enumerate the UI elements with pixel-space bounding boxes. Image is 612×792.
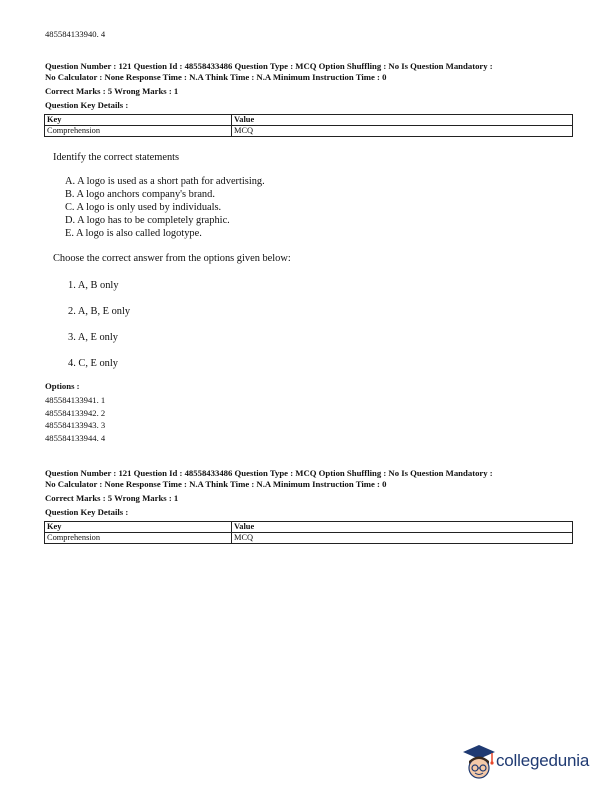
collegedunia-logo — [462, 742, 612, 788]
header-option-id: 485584133940. 4 — [45, 29, 106, 39]
answer-option-3: 3. A, E only — [68, 332, 118, 343]
table-header-key: Key — [45, 522, 232, 533]
statement-item: E. A logo is also called logotype. — [65, 228, 202, 239]
statement-item: B. A logo anchors company's brand. — [65, 189, 215, 200]
question-meta-line1: Question Number : 121 Question Id : 48558433486 Question Type : MCQ Option Shuffling : No Is Question Mandatory : — [45, 61, 493, 71]
statement-item: D. A logo has to be completely graphic. — [65, 215, 230, 226]
choose-instruction: Choose the correct answer from the options given below: — [53, 253, 291, 264]
table-cell-value: MCQ — [232, 126, 573, 137]
key-details-table — [44, 521, 573, 544]
answer-option-4: 4. C, E only — [68, 358, 118, 369]
table-header-row — [45, 115, 573, 126]
answer-option-1: 1. A, B only — [68, 280, 119, 291]
option-id-item: 485584133943. 3 — [45, 420, 106, 431]
key-details-label: Question Key Details : — [45, 100, 129, 110]
option-id-item: 485584133941. 1 — [45, 395, 106, 405]
table-cell-key: Comprehension — [45, 126, 232, 137]
statement-list — [65, 175, 265, 240]
table-cell-key: Comprehension — [45, 533, 232, 544]
question-prompt: Identify the correct statements — [53, 152, 180, 163]
question-meta-line2: No Calculator : None Response Time : N.A Think Time : N.A Minimum Instruction Time : 0 — [45, 479, 387, 489]
table-row — [45, 126, 573, 137]
table-header-key: Key — [45, 115, 232, 126]
table-row — [45, 533, 573, 544]
option-id-item: 485584133942. 2 — [45, 407, 106, 418]
option-id-item: 485584133944. 4 — [45, 432, 106, 443]
question-meta-line1: Question Number : 121 Question Id : 48558433486 Question Type : MCQ Option Shuffling : No Is Question Mandatory : — [45, 468, 493, 478]
question-meta-line2: No Calculator : None Response Time : N.A Think Time : N.A Minimum Instruction Time : 0 — [45, 72, 387, 82]
brand-wordmark: collegedunia — [496, 751, 590, 770]
statement-item: C. A logo is only used by individuals. — [65, 202, 222, 213]
marks-line: Correct Marks : 5 Wrong Marks : 1 — [45, 493, 179, 503]
statement-item: A. A logo is used as a short path for advertising. — [65, 176, 265, 187]
key-details-label: Question Key Details : — [45, 507, 129, 517]
marks-line: Correct Marks : 5 Wrong Marks : 1 — [45, 86, 179, 96]
options-label: Options : — [45, 381, 80, 391]
answer-option-2: 2. A, B, E only — [68, 306, 131, 317]
options-list — [45, 394, 105, 444]
table-header-row — [45, 522, 573, 533]
table-header-value: Value — [232, 522, 573, 533]
graduate-mascot-icon — [462, 742, 496, 782]
table-header-value: Value — [232, 115, 573, 126]
table-cell-value: MCQ — [232, 533, 573, 544]
key-details-table — [44, 114, 573, 137]
